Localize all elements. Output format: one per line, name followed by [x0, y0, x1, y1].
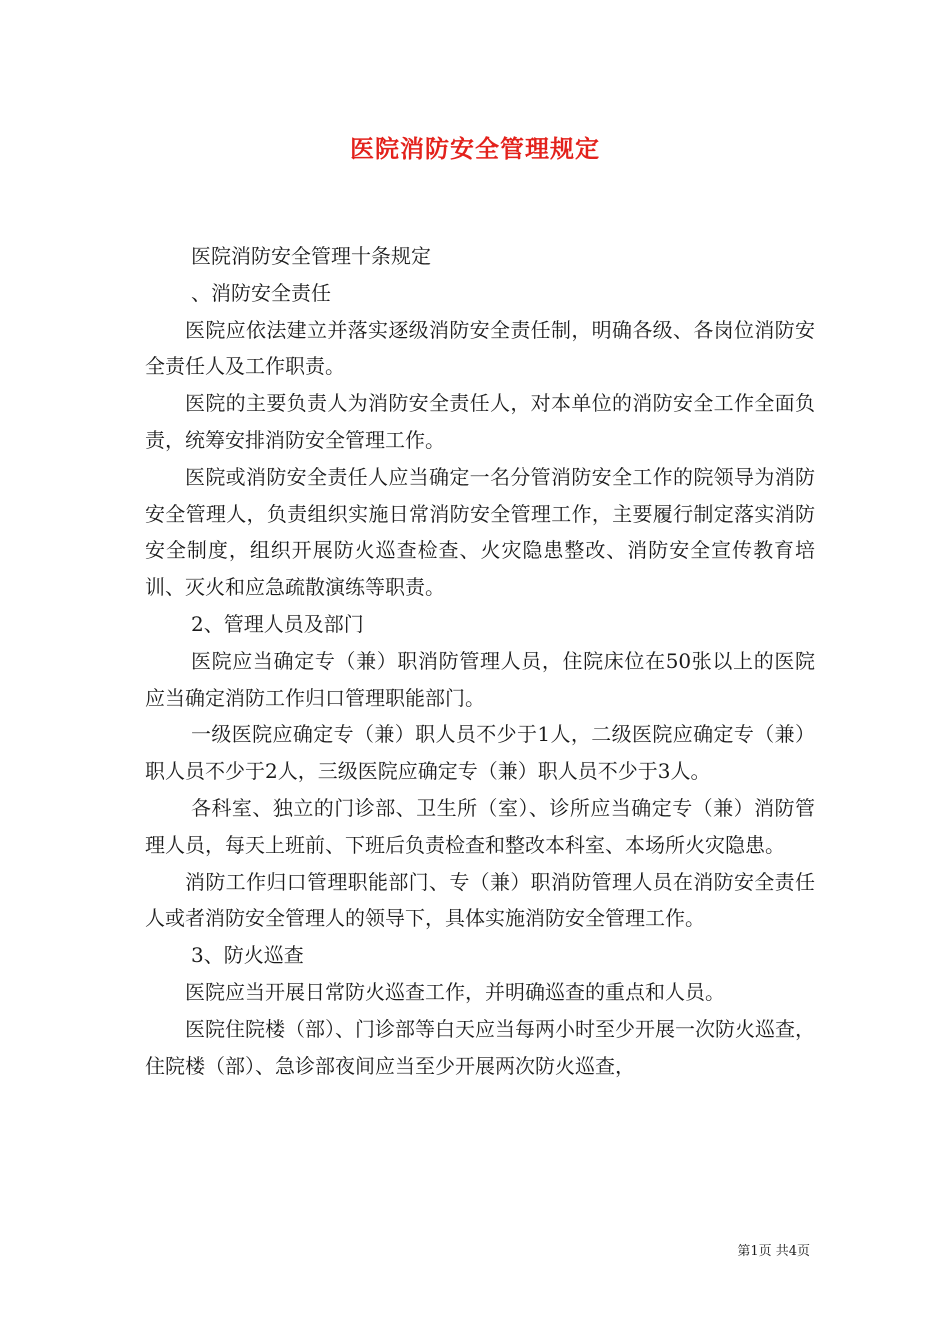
page-number: 第1页 共4页 — [737, 1244, 810, 1259]
paragraph: 一级医院应确定专（兼）职人员不少于1人，二级医院应确定专（兼）职人员不少于2人，三级医院应确定专（兼）职人员不少于3人。 — [145, 722, 815, 784]
paragraph: 医院应当开展日常防火巡查工作，并明确巡查的重点和人员。 — [185, 979, 725, 1004]
document-title: 医院消防安全管理规定 — [350, 134, 600, 163]
paragraph: 各科室、独立的门诊部、卫生所（室）、诊所应当确定专（兼）消防管理人员，每天上班前、下班后负责检查和整改本科室、本场所火灾隐患。 — [145, 795, 815, 857]
paragraph: 医院的主要负责人为消防安全责任人，对本单位的消防安全工作全面负责，统筹安排消防安全管理工作。 — [145, 391, 815, 452]
document-body — [145, 238, 815, 1084]
paragraph: 医院住院楼（部）、门诊部等白天应当每两小时至少开展一次防火巡查，住院楼（部）、急诊部夜间应当至少开展两次防火巡查， — [145, 1016, 815, 1078]
section-heading-2: 2、管理人员及部门 — [191, 611, 364, 636]
section-heading-1: 、消防安全责任 — [191, 280, 331, 305]
paragraph: 医院应依法建立并落实逐级消防安全责任制，明确各级、各岗位消防安全责任人及工作职责。 — [145, 317, 815, 379]
section-heading-3: 3、防火巡查 — [191, 943, 304, 968]
paragraph-subtitle: 医院消防安全管理十条规定 — [191, 244, 431, 268]
paragraph: 医院应当确定专（兼）职消防管理人员，住院床位在50张以上的医院应当确定消防工作归口管理职能部门。 — [145, 648, 815, 710]
paragraph: 医院或消防安全责任人应当确定一名分管消防安全工作的院领导为消防安全管理人，负责组织实施日常消防安全管理工作，主要履行制定落实消防安全制度，组织开展防火巡查检查、火灾隐患整改、消防安全宣传教育培训、灭火和应急疏散演练等职责。 — [145, 464, 815, 600]
paragraph: 消防工作归口管理职能部门、专（兼）职消防管理人员在消防安全责任人或者消防安全管理人的领导下，具体实施消防安全管理工作。 — [145, 869, 815, 931]
